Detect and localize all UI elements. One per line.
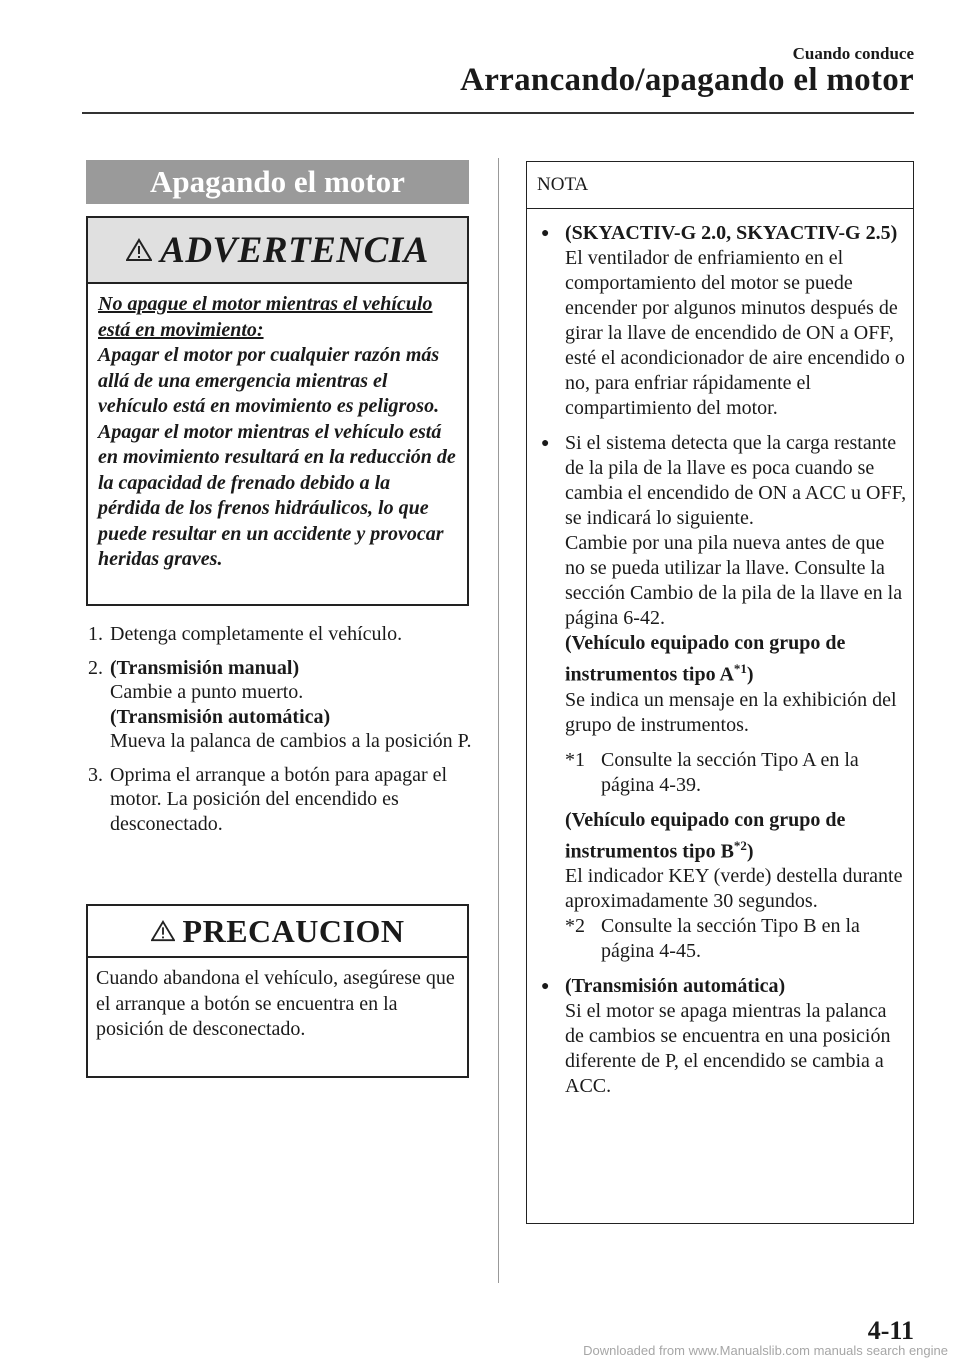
- note-title: NOTA: [527, 162, 913, 209]
- step-1: [88, 622, 473, 647]
- warning-triangle-icon: [151, 920, 175, 942]
- warning-box: [86, 216, 469, 606]
- warning-title: ADVERTENCIA: [160, 229, 429, 271]
- note-body: [527, 209, 913, 1099]
- caution-box: [86, 904, 469, 1078]
- step-number: 3.: [88, 763, 103, 786]
- note-item-label: (SKYACTIV-G 2.0, SKYACTIV-G 2.5): [565, 222, 898, 244]
- footnote-ref-1: *1: [733, 661, 747, 676]
- section-heading: Apagando el motor: [86, 160, 469, 204]
- caution-header: [88, 906, 467, 958]
- type-a-text: Se indica un mensaje en la exhibición del grupo de instrumentos.: [565, 688, 897, 736]
- warning-body: [88, 284, 467, 573]
- warning-triangle-icon: [126, 238, 152, 262]
- footnote-2: [565, 914, 907, 964]
- type-b-label: (Vehículo equipado con grupo de instrumentos tipo $B^{*2}$): [565, 808, 846, 863]
- note-item-text: Si el motor se apaga mientras la palanca de cambios se encuentra en una posición diferente de P, el encendido se cambia a ACC.: [565, 1000, 891, 1098]
- warning-header: [88, 218, 467, 284]
- step-text: Detenga completamente el vehículo.: [110, 623, 403, 645]
- note-item-battery: [541, 431, 907, 964]
- bullet-icon: ●: [541, 226, 550, 241]
- caution-text: Cuando abandona el vehículo, asegúrese que el arranque a botón se encuentra en la posición de desconectado.: [96, 967, 455, 1040]
- footnote-mark: *1: [565, 748, 585, 771]
- page-number: 4-11: [867, 1316, 914, 1345]
- warning-text: Apagar el motor por cualquier razón más allá de una emergencia mientras el vehículo está en movimiento es peligroso. Apagar el motor mientras el vehículo está en movimiento resultará en la reducción de la capacidad de frenado debido a la pérdida de los frenos hidráulicos, lo que puede resultar en un accidente y provocar heridas graves.: [98, 344, 456, 570]
- header-divider: [82, 112, 914, 114]
- automatic-transmission-label: (Transmisión automática): [110, 705, 331, 728]
- manual-transmission-label: (Transmisión manual): [110, 656, 300, 679]
- page-title: Arrancando/apagando el motor: [460, 62, 914, 98]
- step-number: 1.: [88, 623, 103, 645]
- bullet-icon: ●: [541, 436, 550, 451]
- watermark: Downloaded from www.Manualslib.com manuals search engine: [583, 1343, 948, 1358]
- footnote-ref-2: *2: [733, 837, 747, 853]
- section-label: Cuando conduce: [792, 44, 914, 63]
- type-b-text: El indicador KEY (verde) destella durante aproximadamente 30 segundos.: [565, 865, 903, 913]
- note-item-engine: [541, 221, 907, 421]
- caution-title: PRECAUCION: [182, 912, 405, 949]
- manual-transmission-text: Cambie a punto muerto.: [110, 681, 304, 703]
- note-item-text: Si el sistema detecta que la carga restante de la pila de la llave es poca cuando se cambia el encendido de ON a ACC u OFF, se indicará lo siguiente.: [565, 432, 907, 529]
- note-box: [526, 161, 914, 1224]
- footnote-text: Consulte la sección Tipo B en la página 4-45.: [601, 915, 860, 963]
- type-a-label: (Vehículo equipado con grupo de instrumentos tipo $A^{*1}$): [565, 632, 846, 686]
- automatic-transmission-text: Mueva la palanca de cambios a la posición P.: [110, 730, 472, 752]
- footnote-mark: *2: [565, 915, 585, 938]
- step-text: Oprima el arranque a botón para apagar el motor. La posición del encendido es desconectado.: [110, 763, 448, 835]
- note-item-label: (Transmisión automática): [565, 975, 786, 998]
- footnote-text: Consulte la sección Tipo A en la página 4-39.: [601, 748, 859, 796]
- steps-list: [88, 622, 473, 845]
- step-2: [88, 656, 473, 754]
- bullet-icon: ●: [541, 979, 550, 995]
- step-number: 2.: [88, 656, 103, 679]
- warning-underlined-text: No apague el motor mientras el vehículo está en movimiento:: [98, 293, 433, 341]
- column-divider: [498, 158, 499, 1283]
- step-3: [88, 763, 473, 837]
- note-item-text: El ventilador de enfriamiento en el comportamiento del motor se puede encender por algunos minutos después de girar la llave de encendido de ON a OFF, esté el acondicionador de aire encendido o no, para enfriar rápidamente el compartimiento del motor.: [565, 247, 905, 419]
- note-item-text-2: Cambie por una pila nueva antes de que no se pueda utilizar la llave. Consulte la sección Cambio de la pila de la llave en la página 6-42.: [565, 532, 903, 629]
- footnote-1: [565, 748, 907, 798]
- note-item-transmission: [541, 974, 907, 1099]
